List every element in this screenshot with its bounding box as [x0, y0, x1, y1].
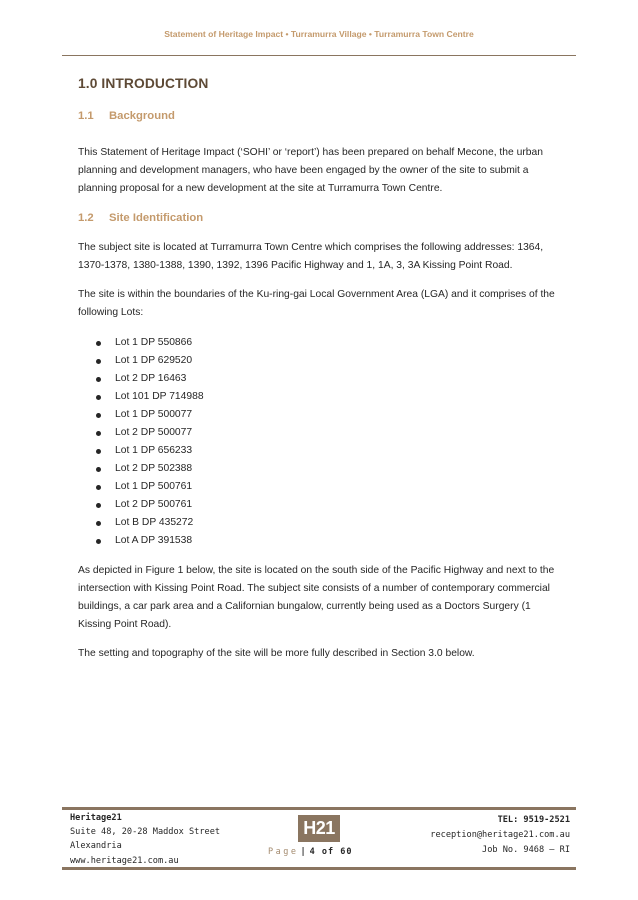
page-number	[268, 847, 378, 857]
bullet-icon	[96, 449, 101, 454]
bullet-icon	[96, 395, 101, 400]
list-item: Lot 1 DP 500761	[78, 478, 566, 496]
subsection-heading-background	[78, 110, 566, 122]
footer-contact-block	[70, 811, 220, 868]
page-separator: |	[300, 847, 306, 857]
footer-divider-top	[62, 807, 576, 810]
footer-address-line: Alexandria	[70, 841, 122, 852]
bullet-icon	[96, 521, 101, 526]
subsection-number: 1.2	[78, 212, 94, 224]
list-item: Lot 1 DP 629520	[78, 352, 566, 370]
running-header: Statement of Heritage Impact • Turramurra Village • Turramurra Town Centre	[164, 29, 474, 39]
list-item: Lot 1 DP 500077	[78, 406, 566, 424]
main-content	[78, 76, 566, 663]
page-word: Page	[268, 847, 299, 857]
footer-website-link[interactable]: www.heritage21.com.au	[70, 855, 179, 866]
bullet-icon	[96, 377, 101, 382]
bullet-icon	[96, 341, 101, 346]
footer-telephone: TEL: 9519-2521	[497, 815, 570, 825]
section-title: 1.0 INTRODUCTION	[78, 76, 209, 91]
subsection-heading-site-identification	[78, 212, 566, 224]
heritage21-logo: H21	[298, 815, 340, 842]
subsection-title: Site Identification	[109, 212, 204, 224]
header-divider	[62, 55, 576, 56]
footer-divider-bottom	[62, 867, 576, 870]
bullet-icon	[96, 539, 101, 544]
site-paragraph-lga: The site is within the boundaries of the Ku-ring-gai Local Government Area (LGA) and it comprises of the following Lots:	[78, 289, 555, 318]
site-paragraph-location: As depicted in Figure 1 below, the site is located on the south side of the Pacific Highway and next to the intersection with Kissing Point Road. The subject site consists of a number of contemporary commercial buildings, a car park area and a Californian bungalow, currently being used as a Doctors Surgery (1 Kissing Point Road).	[78, 565, 555, 630]
list-item: Lot 1 DP 550866	[78, 334, 566, 352]
footer-company-name: Heritage21	[70, 813, 122, 823]
lots-list	[78, 334, 566, 550]
list-item: Lot 2 DP 502388	[78, 460, 566, 478]
footer-job-number: Job No. 9468 – RI	[482, 845, 570, 855]
bullet-icon	[96, 359, 101, 364]
list-item: Lot 2 DP 500077	[78, 424, 566, 442]
footer-email-link[interactable]: reception@heritage21.com.au	[430, 830, 570, 840]
footer-address-line: Suite 48, 20-28 Maddox Street	[70, 827, 221, 838]
site-paragraph-setting: The setting and topography of the site will be more fully described in Section 3.0 below.	[78, 648, 475, 659]
background-paragraph: This Statement of Heritage Impact (‘SOHI’ or ‘report’) has been prepared on behalf Mecone, the urban planning and development managers, who have been engaged by the owner of the site to submit a planning proposal for a new development at the site at Turramurra Town Centre.	[78, 147, 543, 194]
list-item: Lot 1 DP 656233	[78, 442, 566, 460]
bullet-icon	[96, 467, 101, 472]
list-item: Lot 101 DP 714988	[78, 388, 566, 406]
subsection-title: Background	[109, 110, 175, 122]
list-item: Lot A DP 391538	[78, 532, 566, 550]
list-item: Lot 2 DP 500761	[78, 496, 566, 514]
bullet-icon	[96, 413, 101, 418]
bullet-icon	[96, 431, 101, 436]
footer-right-block	[430, 813, 570, 858]
site-paragraph-addresses: The subject site is located at Turramurra Town Centre which comprises the following addresses: 1364, 1370-1378, 1380-1388, 1390, 1392, 1396 Pacific Highway and 1, 1A, 3, 3A Kissing Point Road.	[78, 242, 544, 271]
list-item: Lot 2 DP 16463	[78, 370, 566, 388]
bullet-icon	[96, 485, 101, 490]
bullet-icon	[96, 503, 101, 508]
subsection-number: 1.1	[78, 110, 94, 122]
page-count: 4 of 60	[309, 847, 353, 857]
list-item: Lot B DP 435272	[78, 514, 566, 532]
